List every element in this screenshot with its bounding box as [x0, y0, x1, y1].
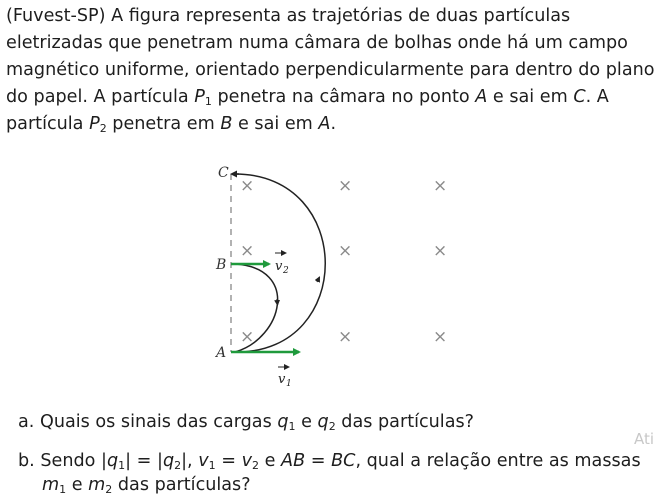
field-cross: ×: [338, 327, 353, 347]
bubble-chamber-diagram: [205, 160, 465, 390]
question-a-marker: a.: [18, 412, 35, 432]
ghost-overlay-text: Ati: [634, 430, 655, 448]
vector-sub-v1: 1: [286, 379, 292, 389]
problem-source: (Fuvest-SP): [6, 6, 106, 26]
field-cross: ×: [433, 176, 448, 196]
vector-label-v1: v: [278, 372, 286, 387]
question-a: a. Quais os sinais das cargas $q_1$ e $q_2$ das partículas?: [18, 412, 474, 433]
question-b-marker: b.: [18, 451, 35, 471]
field-cross: ×: [433, 241, 448, 261]
field-cross: ×: [240, 241, 255, 261]
problem-statement: (Fuvest-SP) A figura representa as trajetórias de duas partículas eletrizadas que penetram numa câmara de bolhas onde há um campo magnético uniforme, orientado perpendicularmente para dentro do plano do papel. A partícula $P_1$ penetra na câmara no ponto A e sai em C. A partícula $P_2$ penetra em B e sai em A.: [6, 6, 655, 135]
trajectory-figure: [205, 160, 465, 394]
p1-direction-arrow: [317, 277, 320, 282]
p2-direction-arrow: [277, 299, 278, 305]
question-b: b. Sendo $|q_1| = |q_2|$, $v_1 = v_2$ e AB = BC, qual a relação entre as massas $m_1$ e $m_2$ das partículas?: [18, 451, 641, 496]
field-cross: ×: [433, 327, 448, 347]
point-label-a: A: [216, 345, 227, 361]
question-b-continuation: $m_1$ e $m_2$ das partículas?: [42, 475, 251, 496]
vector-sub-v2: 2: [283, 266, 289, 276]
field-cross: ×: [240, 327, 255, 347]
point-label-c: C: [218, 165, 229, 181]
field-cross: ×: [338, 241, 353, 261]
vector-label-v2: v: [275, 259, 283, 274]
field-cross: ×: [338, 176, 353, 196]
field-cross: ×: [240, 176, 255, 196]
point-label-b: B: [216, 257, 227, 273]
